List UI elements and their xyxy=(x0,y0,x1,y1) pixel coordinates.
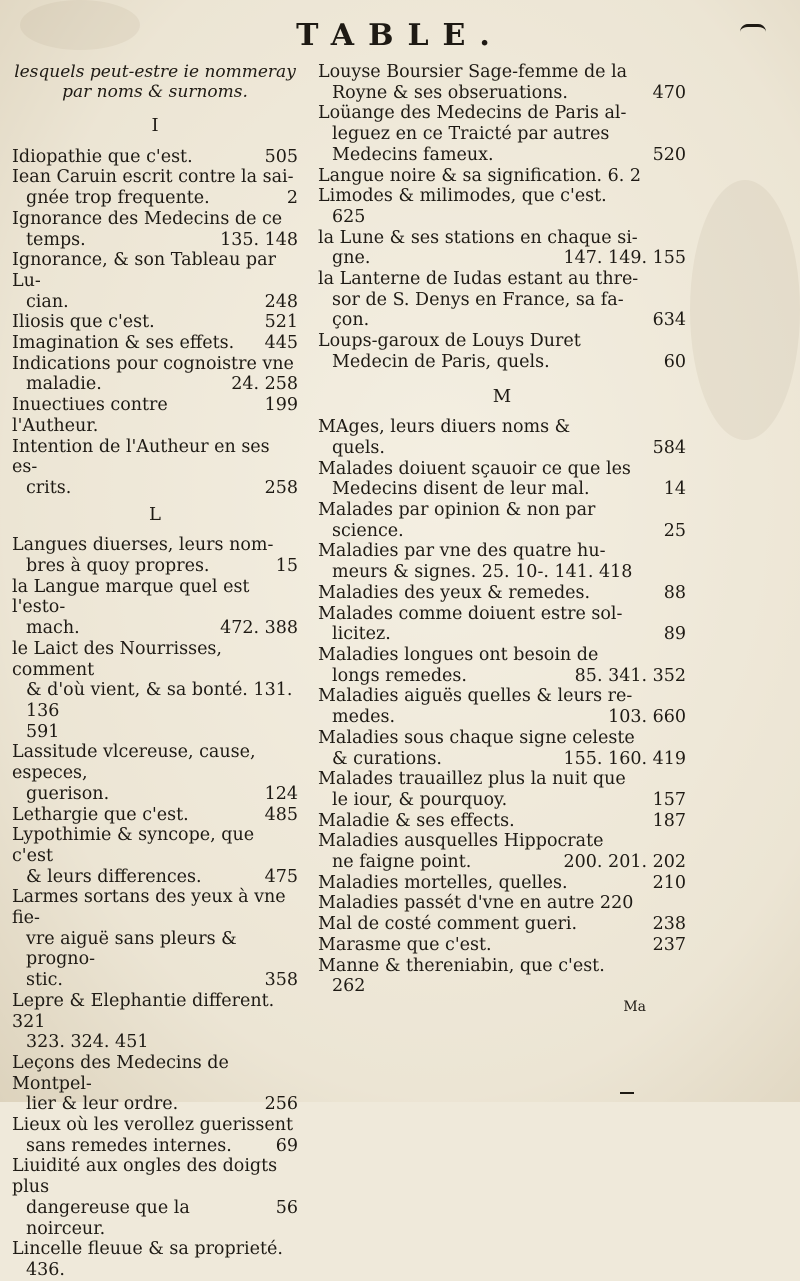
index-entry xyxy=(318,541,686,582)
entry-line xyxy=(12,1115,298,1136)
entry-line xyxy=(318,914,686,935)
entry-text: Malades comme doiuent estre sol- xyxy=(318,603,623,624)
index-entry xyxy=(12,639,298,743)
entry-text: Maladies mortelles, quelles. xyxy=(318,872,568,893)
entry-line xyxy=(318,310,686,331)
entry-text: gnée trop frequente. xyxy=(26,188,210,209)
entry-page-ref: 470 xyxy=(652,82,686,103)
entry-page-ref: 238 xyxy=(652,914,686,935)
entry-text: 625 xyxy=(332,206,366,227)
entry-text: Lieux où les verollez guerissent xyxy=(12,1115,294,1136)
index-entry xyxy=(12,1115,298,1156)
entry-page-ref: 89 xyxy=(663,624,686,645)
entry-line xyxy=(318,352,686,373)
index-entry xyxy=(318,645,686,686)
entry-line xyxy=(12,1032,298,1053)
entry-text: Royne & ses obseruations. xyxy=(332,82,568,103)
index-entry xyxy=(12,1156,298,1239)
entry-text: Maladies des yeux & remedes. xyxy=(318,582,591,603)
section-letter: L xyxy=(149,503,161,525)
entry-text: Limodes & milimodes, que c'est. xyxy=(318,186,607,207)
entry-text: 262 xyxy=(332,976,366,997)
entry-line xyxy=(318,207,686,228)
entry-line xyxy=(12,395,298,436)
entry-page-ref: 505 xyxy=(264,146,298,167)
catchword-ornament xyxy=(620,1082,634,1094)
index-entry xyxy=(12,825,298,887)
index-entry xyxy=(12,1053,298,1115)
entry-text: 436. xyxy=(26,1259,65,1280)
index-entry xyxy=(318,914,686,935)
entry-line xyxy=(318,811,686,832)
entry-line xyxy=(318,145,686,166)
index-entry xyxy=(12,991,298,1053)
index-entry xyxy=(318,604,686,645)
index-entry xyxy=(318,728,686,769)
index-entry xyxy=(318,500,686,541)
entry-line xyxy=(318,186,686,207)
entry-line xyxy=(12,680,298,721)
entry-text: Iliosis que c'est. xyxy=(12,312,155,333)
entry-text: & leurs differences. xyxy=(26,866,202,887)
entry-page-ref: 256 xyxy=(264,1094,298,1115)
entry-page-ref: 103. 660 xyxy=(608,707,686,728)
entry-line xyxy=(12,1239,298,1260)
entry-line xyxy=(12,312,298,333)
entry-page-ref: 258 xyxy=(264,477,298,498)
entry-line xyxy=(318,666,686,687)
entry-text: & d'où vient, & sa bonté. 131. 136 xyxy=(26,680,293,721)
entry-text: Medecins fameux. xyxy=(332,144,494,165)
entry-line xyxy=(12,929,298,970)
index-entry xyxy=(12,395,298,436)
entry-text: la Lune & ses stations en chaque si- xyxy=(318,227,638,248)
entry-line xyxy=(318,269,686,290)
entry-line xyxy=(12,618,298,639)
entry-text: çon. xyxy=(332,310,370,331)
entry-page-ref: 520 xyxy=(652,144,686,165)
entry-line xyxy=(318,645,686,666)
entry-line xyxy=(318,749,686,770)
entry-text: Idiopathie que c'est. xyxy=(12,146,193,167)
entry-text: licitez. xyxy=(332,624,391,645)
entry-page-ref: 157 xyxy=(652,789,686,810)
entry-text: science. xyxy=(332,520,404,541)
entry-text: temps. xyxy=(26,229,86,250)
entry-line xyxy=(12,188,298,209)
entry-page-ref: 200. 201. 202 xyxy=(563,852,686,873)
index-entry xyxy=(12,333,298,354)
index-entry xyxy=(318,166,686,187)
entry-page-ref: 56 xyxy=(275,1197,298,1218)
entry-text: maladie. xyxy=(26,374,102,395)
entry-text: Maladies aiguës quelles & leurs re- xyxy=(318,686,633,707)
entry-line xyxy=(12,577,298,618)
index-entry xyxy=(318,186,686,227)
entry-text: Lethargie que c'est. xyxy=(12,804,189,825)
entry-text: Indications pour cognoistre vne xyxy=(12,353,294,374)
entry-text: Intention de l'Autheur en ses es- xyxy=(12,436,270,478)
entry-text: bres à quoy propres. xyxy=(26,556,210,577)
entry-line xyxy=(12,167,298,188)
entry-line xyxy=(318,686,686,707)
entry-line xyxy=(318,438,686,459)
entry-line xyxy=(318,228,686,249)
entry-line xyxy=(12,556,298,577)
paper-stain xyxy=(690,180,800,440)
index-entry xyxy=(318,228,686,269)
entry-page-ref: 88 xyxy=(663,582,686,603)
entry-line xyxy=(318,62,686,83)
entry-text: Lassitude vlcereuse, cause, especes, xyxy=(12,742,256,784)
entry-text: gne. xyxy=(332,248,371,269)
index-entry xyxy=(12,887,298,991)
entry-text: Loüange des Medecins de Paris al- xyxy=(318,103,627,124)
entry-page-ref: 155. 160. 419 xyxy=(563,748,686,769)
entry-line xyxy=(318,604,686,625)
entry-text: Ignorance, & son Tableau par Lu- xyxy=(12,250,276,291)
entry-page-ref: 634 xyxy=(652,310,686,331)
entry-text: crits. xyxy=(26,477,72,498)
section-letter: M xyxy=(492,385,512,407)
entry-text: Maladies longues ont besoin de xyxy=(318,644,599,665)
entry-text: sor de S. Denys en France, sa fa- xyxy=(332,289,624,310)
entry-page-ref: 135. 148 xyxy=(220,229,298,250)
entry-page-ref: 237 xyxy=(652,934,686,955)
entry-text: Malades trauaillez plus la nuit que xyxy=(318,769,626,790)
entry-line xyxy=(318,976,686,997)
index-entry xyxy=(318,459,686,500)
entry-line xyxy=(12,250,298,291)
entry-page-ref: 85. 341. 352 xyxy=(574,665,686,686)
index-entry xyxy=(12,577,298,639)
entry-text: longs remedes. xyxy=(332,665,467,686)
entry-text: la Langue marque quel est l'esto- xyxy=(12,576,250,618)
entry-text: Marasme que c'est. xyxy=(318,934,492,955)
entry-line xyxy=(12,970,298,991)
index-entry xyxy=(12,209,298,250)
entry-page-ref: 199 xyxy=(264,395,298,416)
entry-text: Maladies passét d'vne en autre 220 xyxy=(318,893,634,914)
entry-text: leguez en ce Traicté par autres xyxy=(332,124,610,145)
entry-text: mach. xyxy=(26,618,80,639)
index-entry xyxy=(12,437,298,499)
entry-line xyxy=(318,83,686,104)
entry-text: Larmes sortans des yeux à vne fie- xyxy=(12,887,286,929)
entry-page-ref: 485 xyxy=(264,804,298,825)
index-entry xyxy=(318,103,686,165)
entry-line xyxy=(12,867,298,888)
entry-text: ne faigne point. xyxy=(332,852,472,873)
entry-line xyxy=(12,784,298,805)
entry-line xyxy=(12,535,298,556)
entry-text: le Laict des Nourrisses, comment xyxy=(12,638,222,680)
entry-line xyxy=(12,333,298,354)
entry-line xyxy=(318,790,686,811)
entry-text: Maladies ausquelles Hippocrate xyxy=(318,831,604,852)
signature-mark xyxy=(740,24,766,39)
entry-text: la Lanterne de Iudas estant au thre- xyxy=(318,269,639,290)
entry-text: quels. xyxy=(332,437,385,458)
entry-text: Malades doiuent sçauoir ce que les xyxy=(318,458,631,479)
entry-line xyxy=(12,147,298,168)
entry-text: vre aiguë sans pleurs & progno- xyxy=(26,928,237,970)
entry-text: Lypothimie & syncope, que c'est xyxy=(12,825,255,866)
entry-line xyxy=(12,230,298,251)
index-entry xyxy=(12,1239,298,1280)
entry-text: cian. xyxy=(26,291,69,312)
entry-line xyxy=(318,831,686,852)
entry-line xyxy=(318,624,686,645)
entry-text: Langues diuerses, leurs nom- xyxy=(12,535,274,556)
entry-page-ref: 60 xyxy=(663,351,686,372)
entry-line xyxy=(12,991,298,1032)
entry-page-ref: 69 xyxy=(275,1135,298,1156)
entry-text: medes. xyxy=(332,707,396,728)
entry-page-ref: 210 xyxy=(652,872,686,893)
entry-line xyxy=(12,1156,298,1197)
entry-line xyxy=(12,354,298,375)
entry-text: Medecin de Paris, quels. xyxy=(332,351,550,372)
entry-line xyxy=(318,769,686,790)
entry-text: Langue noire & sa signification. 6. 2 xyxy=(318,165,642,186)
index-entry xyxy=(318,893,686,914)
entry-page-ref: 472. 388 xyxy=(220,618,298,639)
index-entry xyxy=(12,742,298,804)
index-entry xyxy=(318,269,686,331)
left-column xyxy=(12,62,298,1281)
entry-page-ref: 248 xyxy=(264,291,298,312)
entry-page-ref: 521 xyxy=(264,312,298,333)
entry-page-ref: 358 xyxy=(264,970,298,991)
entry-line xyxy=(318,935,686,956)
index-entry xyxy=(318,62,686,103)
entry-line xyxy=(12,1198,298,1239)
entry-line xyxy=(12,374,298,395)
entry-line xyxy=(318,417,686,438)
index-entry xyxy=(318,331,686,372)
entry-line xyxy=(12,742,298,783)
right-column xyxy=(318,62,686,1018)
index-entry xyxy=(318,956,686,997)
entry-line xyxy=(318,103,686,124)
entry-line xyxy=(12,1136,298,1157)
entry-line xyxy=(12,478,298,499)
entry-line xyxy=(318,893,686,914)
index-entry xyxy=(318,769,686,810)
index-entry xyxy=(318,831,686,872)
index-entry xyxy=(12,535,298,576)
entry-text: Manne & thereniabin, que c'est. xyxy=(318,955,605,976)
entry-line xyxy=(318,583,686,604)
entry-text: Leçons des Medecins de Montpel- xyxy=(12,1052,229,1094)
entry-text: & curations. xyxy=(332,748,442,769)
entry-text: Lepre & Elephantie different. 321 xyxy=(12,990,275,1032)
entry-page-ref: 24. 258 xyxy=(231,374,298,395)
entry-line xyxy=(318,459,686,480)
entry-line xyxy=(318,331,686,352)
entry-text: Imagination & ses effets. xyxy=(12,333,235,354)
entry-line xyxy=(318,707,686,728)
entry-text: Maladies sous chaque signe celeste xyxy=(318,727,635,748)
entry-text: guerison. xyxy=(26,783,110,804)
page-header-title: TABLE. xyxy=(296,18,504,53)
entry-text: Liuidité aux ongles des doigts plus xyxy=(12,1156,278,1198)
entry-text: stic. xyxy=(26,970,63,991)
entry-text: Medecins disent de leur mal. xyxy=(332,479,590,500)
entry-line xyxy=(12,292,298,313)
entry-line xyxy=(318,290,686,311)
index-entry xyxy=(12,312,298,333)
entry-text: Ignorance des Medecins de ce xyxy=(12,208,283,229)
entry-text: Loups-garoux de Louys Duret xyxy=(318,331,581,352)
entry-text: 323. 324. 451 xyxy=(26,1032,149,1053)
entry-line xyxy=(318,873,686,894)
entry-line xyxy=(318,521,686,542)
entry-page-ref: 25 xyxy=(663,520,686,541)
entry-text: meurs & signes. 25. 10-. 141. 418 xyxy=(332,562,633,583)
index-entry xyxy=(12,167,298,208)
entry-page-ref: 15 xyxy=(275,556,298,577)
index-entry xyxy=(12,147,298,168)
catchword: Ma xyxy=(623,998,646,1015)
index-entry xyxy=(318,686,686,727)
index-entry xyxy=(318,417,686,458)
entry-text: lier & leur ordre. xyxy=(26,1094,179,1115)
entry-line xyxy=(318,500,686,521)
index-entry xyxy=(318,935,686,956)
index-entry xyxy=(12,805,298,826)
entry-text: dangereuse que la noirceur. xyxy=(26,1197,190,1239)
entry-line xyxy=(12,1053,298,1094)
entry-page-ref: 475 xyxy=(264,866,298,887)
entry-line xyxy=(12,825,298,866)
entry-line xyxy=(318,562,686,583)
entry-page-ref: 584 xyxy=(652,437,686,458)
entry-page-ref: 124 xyxy=(264,783,298,804)
entry-text: sans remedes internes. xyxy=(26,1135,232,1156)
entry-text: Maladie & ses effects. xyxy=(318,810,515,831)
entry-line xyxy=(12,722,298,743)
entry-page-ref: 2 xyxy=(286,188,298,209)
index-entry xyxy=(12,250,298,312)
entry-text: Malades par opinion & non par xyxy=(318,500,596,521)
entry-line xyxy=(318,479,686,500)
entry-line xyxy=(318,124,686,145)
entry-text: Lincelle fleuue & sa proprieté. xyxy=(12,1239,283,1260)
entry-line xyxy=(12,1094,298,1115)
entry-line xyxy=(318,248,686,269)
section-letter: I xyxy=(151,115,159,136)
entry-text: 591 xyxy=(26,721,60,742)
entry-text: Inuectiues contre l'Autheur. xyxy=(12,395,168,436)
entry-text: Mal de costé comment gueri. xyxy=(318,914,578,935)
entry-text: MAges, leurs diuers noms & xyxy=(318,417,571,438)
index-entry xyxy=(12,354,298,395)
index-entry xyxy=(318,873,686,894)
index-entry xyxy=(318,811,686,832)
entry-line xyxy=(318,728,686,749)
entry-page-ref: 14 xyxy=(663,479,686,500)
index-entry xyxy=(318,583,686,604)
index-subtitle: lesquels peut-estre ie nommeray par noms & surnoms. xyxy=(14,62,296,102)
entry-page-ref: 187 xyxy=(652,810,686,831)
entry-line xyxy=(12,437,298,478)
entry-line xyxy=(12,805,298,826)
entry-text: le iour, & pourquoy. xyxy=(332,789,508,810)
entry-page-ref: 445 xyxy=(264,333,298,354)
entry-line xyxy=(318,541,686,562)
entry-line xyxy=(318,852,686,873)
entry-text: Louyse Boursier Sage-femme de la xyxy=(318,62,628,82)
entry-page-ref: 147. 149. 155 xyxy=(563,248,686,269)
entry-text: Iean Caruin escrit contre la sai- xyxy=(12,167,294,188)
entry-line xyxy=(318,956,686,977)
entry-line xyxy=(12,209,298,230)
entry-text: Maladies par vne des quatre hu- xyxy=(318,541,606,562)
entry-line xyxy=(318,166,686,187)
entry-line xyxy=(12,887,298,928)
entry-line xyxy=(12,1260,298,1281)
entry-line xyxy=(12,639,298,680)
